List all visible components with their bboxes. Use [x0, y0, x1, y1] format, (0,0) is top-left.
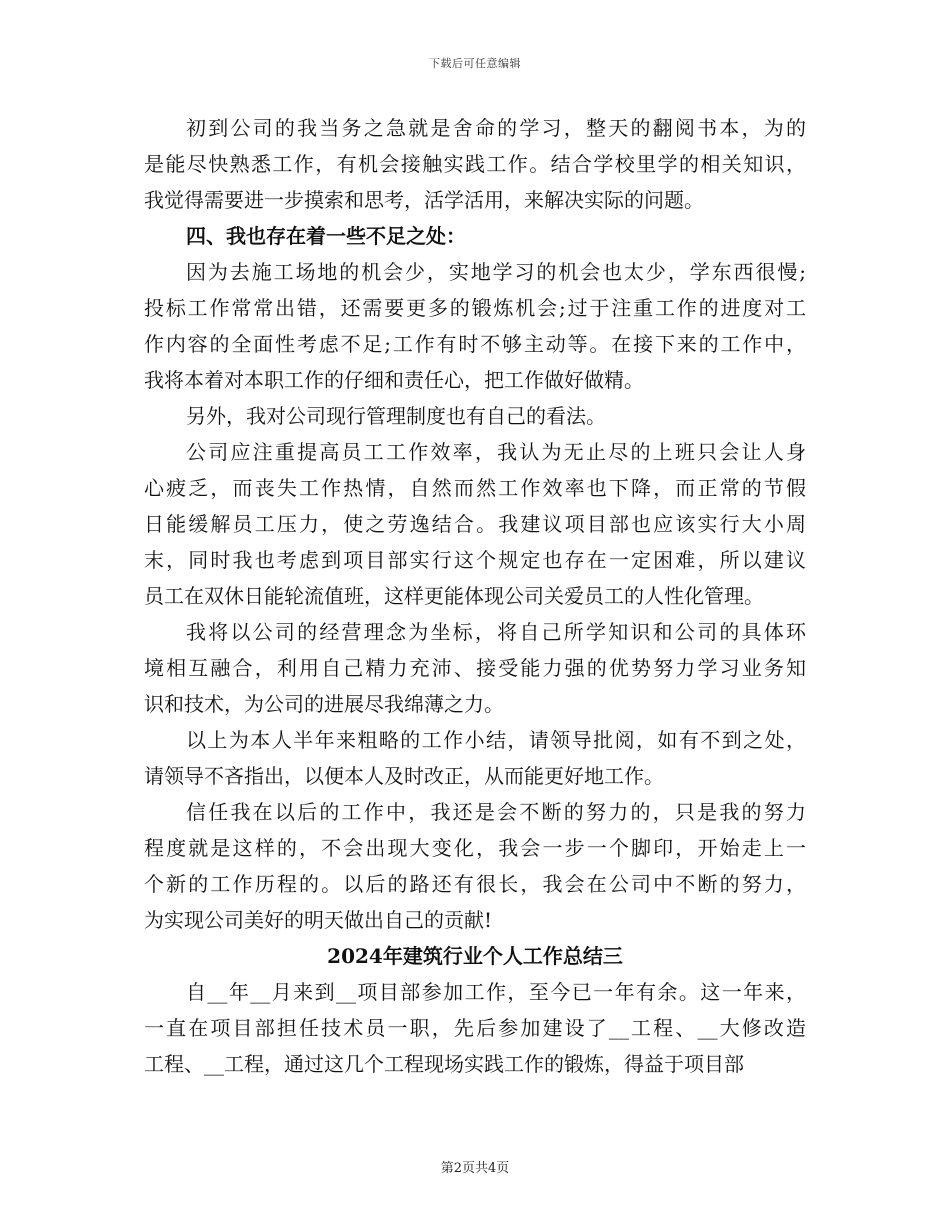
text-line: 工程、__工程，通过这几个工程现场实践工作的锻炼，得益于项目部	[144, 1052, 744, 1076]
text-line: 作内容的全面性考虑不足;工作有时不够主动等。在接下来的工作中，	[144, 332, 806, 356]
text-line: 末，同时我也考虑到项目部实行这个规定也存在一定困难，所以建议	[144, 548, 806, 572]
text-line: 因为去施工场地的机会少，实地学习的机会也太少，学东西很慢;	[186, 260, 806, 284]
text-line: 四、我也存在着一些不足之处：	[186, 224, 466, 248]
text-line: 员工在双休日能轮流值班，这样更能体现公司关爱员工的人性化管理。	[144, 584, 764, 608]
paragraph	[144, 254, 806, 398]
text-line: 我将本着对本职工作的仔细和责任心，把工作做好做精。	[144, 368, 644, 392]
paragraph	[144, 722, 806, 794]
title-line: 2024年建筑行业个人工作总结三	[327, 944, 623, 968]
header-note: 下载后可任意编辑	[429, 57, 521, 70]
text-line: 程度就是这样的，不会出现大变化，我会一步一个脚印，开始走上一	[144, 836, 806, 860]
text-line: 一直在项目部担任技术员一职，先后参加建设了__工程、__大修改造	[144, 1016, 806, 1040]
text-line: 心疲乏，而丧失工作热情，自然而然工作效率也下降，而正常的节假	[144, 476, 806, 500]
text-line: 个新的工作历程的。以后的路还有很长，我会在公司中不断的努力，	[144, 872, 806, 896]
text-line: 信任我在以后的工作中，我还是会不断的努力的，只是我的努力	[186, 800, 806, 824]
page-number: 第2页共4页	[440, 1161, 510, 1176]
paragraph	[144, 434, 806, 614]
text-line: 自__年__月来到__项目部参加工作，至今已一年有余。这一年来，	[186, 980, 806, 1004]
text-line: 初到公司的我当务之急就是舍命的学习，整天的翻阅书本，为的	[186, 116, 806, 140]
text-line: 请领导不吝指出，以便本人及时改正，从而能更好地工作。	[144, 764, 664, 788]
text-line: 境相互融合，利用自己精力充沛、接受能力强的优势努力学习业务知	[144, 656, 806, 680]
paragraph	[144, 110, 806, 218]
text-line: 以上为本人半年来粗略的工作小结，请领导批阅，如有不到之处，	[186, 728, 806, 752]
text-line: 另外，我对公司现行管理制度也有自己的看法。	[186, 404, 606, 428]
text-line: 是能尽快熟悉工作，有机会接触实践工作。结合学校里学的相关知识，	[144, 152, 806, 176]
text-line: 日能缓解员工压力，使之劳逸结合。我建议项目部也应该实行大小周	[144, 512, 806, 536]
text-line: 我将以公司的经营理念为坐标，将自己所学知识和公司的具体环	[186, 620, 806, 644]
section-title	[144, 938, 806, 974]
text-line: 识和技术，为公司的进展尽我绵薄之力。	[144, 692, 504, 716]
paragraph	[144, 974, 806, 1082]
document-body	[144, 110, 806, 1082]
text-line: 投标工作常常出错，还需要更多的锻炼机会;过于注重工作的进度对工	[144, 296, 806, 320]
paragraph	[144, 794, 806, 938]
text-line: 公司应注重提高员工工作效率，我认为无止尽的上班只会让人身	[186, 440, 806, 464]
text-line: 为实现公司美好的明天做出自己的贡献!	[144, 908, 493, 932]
text-line: 我觉得需要进一步摸索和思考，活学活用，来解决实际的问题。	[144, 188, 704, 212]
section-heading	[144, 218, 806, 254]
paragraph	[144, 614, 806, 722]
paragraph	[144, 398, 806, 434]
